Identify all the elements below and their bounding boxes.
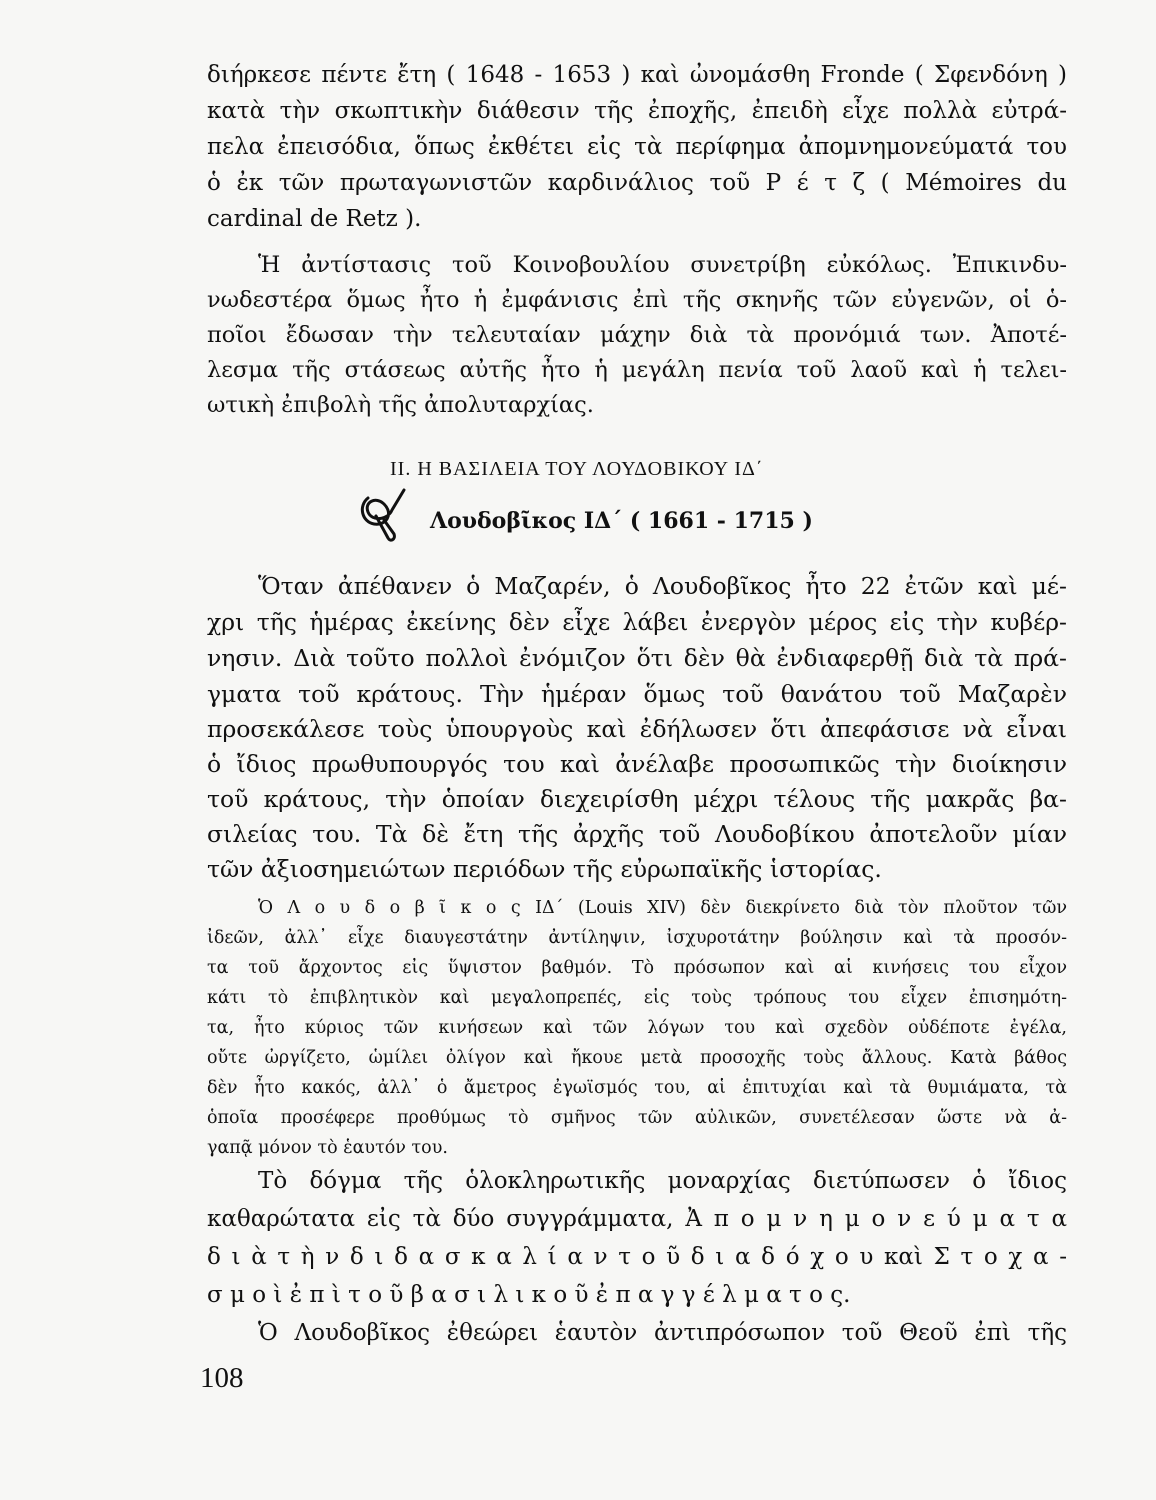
subheading: Λουδοβῖκος ΙΔ΄ ( 1661 - 1715 ) xyxy=(430,508,813,534)
text-line: τοῦ κράτους, τὴν ὁποίαν διεχειρίσθη μέχρι τέλους τῆς μακρᾶς βα- xyxy=(207,785,1067,813)
text-line: ὁποῖα προσέφερε προθύμως τὸ σμῆνος τῶν αὐλικῶν, συνετέλεσαν ὥστε νὰ ἀ- xyxy=(207,1108,1067,1128)
text-line: σ μ ο ὶ ἐ π ὶ τ ο ῦ β α σ ι λ ι κ ο ῦ ἐ π α γ γ έ λ μ α τ ο ς. xyxy=(207,1282,851,1308)
text-line: ἰδεῶν, ἀλλ᾽ εἶχε διαυγεστάτην ἀντίληψιν, ἰσχυροτάτην βούλησιν καὶ τὰ προσόν- xyxy=(207,928,1067,948)
text-line: Ὁ Λουδοβῖκος ἐθεώρει ἑαυτὸν ἀντιπρόσωπον τοῦ Θεοῦ ἐπὶ τῆς xyxy=(258,1320,1067,1346)
text-line: διήρκεσε πέντε ἔτη ( 1648 - 1653 ) καὶ ὠνομάσθη Fronde ( Σφενδόνη ) xyxy=(207,62,1067,88)
text-line: ωτικὴ ἐπιβολὴ τῆς ἀπολυταρχίας. xyxy=(207,392,594,418)
text-line: ποῖοι ἔδωσαν τὴν τελευταίαν μάχην διὰ τὰ προνόμιά των. Ἀποτέ- xyxy=(207,322,1067,348)
text-line: νωδεστέρα ὅμως ἦτο ἡ ἐμφάνισις ἐπὶ τῆς σκηνῆς τῶν εὐγενῶν, οἱ ὁ- xyxy=(207,287,1067,313)
text-line: χρι τῆς ἡμέρας ἐκείνης δὲν εἶχε λάβει ἐνεργὸν μέρος εἰς τὴν κυβέρ- xyxy=(207,608,1067,636)
text-line: ὁ ἴδιος πρωθυπουργός του καὶ ἀνέλαβε προσωπικῶς τὴν διοίκησιν xyxy=(207,750,1067,778)
text-line: Ὅταν ἀπέθανεν ὁ Μαζαρέν, ὁ Λουδοβῖκος ἦτο 22 ἐτῶν καὶ μέ- xyxy=(258,572,1067,600)
text-line: προσεκάλεσε τοὺς ὑπουργοὺς καὶ ἐδήλωσεν ὅτι ἀπεφάσισε νὰ εἶναι xyxy=(207,715,1067,743)
text-line: τῶν ἀξιοσημειώτων περιόδων τῆς εὐρωπαϊκῆς ἱστορίας. xyxy=(207,855,882,883)
page-number: 108 xyxy=(200,1362,244,1394)
text-line: τα τοῦ ἄρχοντος εἰς ὕψιστον βαθμόν. Τὸ πρόσωπον καὶ αἱ κινήσεις του εἶχον xyxy=(207,958,1067,978)
section-heading: ΙΙ. Η ΒΑΣΙΛΕΙΑ ΤΟΥ ΛΟΥΔΟΒΙΚΟΥ ΙΔ΄ xyxy=(390,458,764,480)
text-line: πελα ἐπεισόδια, ὅπως ἐκθέτει εἰς τὰ περίφημα ἀπομνημονεύματά του xyxy=(207,134,1067,160)
text-line: οὔτε ὠργίζετο, ὡμίλει ὀλίγον καὶ ἤκουε μετὰ προσοχῆς τοὺς ἄλλους. Κατὰ βάθος xyxy=(207,1048,1067,1068)
hand-drawn-ornament-icon xyxy=(354,480,414,544)
text-line: κάτι τὸ ἐπιβλητικὸν καὶ μεγαλοπρεπές, εἰς τοὺς τρόπους του εἶχεν ἐπισημότη- xyxy=(207,988,1067,1008)
text-line: Ὁ Λ ο υ δ ο β ῖ κ ο ς ΙΔ΄ (Louis XIV) δὲν διεκρίνετο διὰ τὸν πλοῦτον τῶν xyxy=(258,898,1067,918)
text-line: cardinal de Retz ). xyxy=(207,206,422,232)
text-line: δ ι ὰ τ ὴ ν δ ι δ α σ κ α λ ί α ν τ ο ῦ δ ι α δ ό χ ο υ καὶ Σ τ ο χ α - xyxy=(207,1244,1067,1270)
text-line: γματα τοῦ κράτους. Τὴν ἡμέραν ὅμως τοῦ θανάτου τοῦ Μαζαρὲν xyxy=(207,680,1067,708)
text-line: κατὰ τὴν σκωπτικὴν διάθεσιν τῆς ἐποχῆς, ἐπειδὴ εἶχε πολλὰ εὐτρά- xyxy=(207,98,1067,124)
text-line: Ἡ ἀντίστασις τοῦ Κοινοβουλίου συνετρίβη εὐκόλως. Ἐπικινδυ- xyxy=(258,252,1067,278)
text-line: τα, ἦτο κύριος τῶν κινήσεων καὶ τῶν λόγων του καὶ σχεδὸν οὐδέποτε ἐγέλα, xyxy=(207,1018,1067,1038)
text-line: γαπᾷ μόνον τὸ ἑαυτόν του. xyxy=(207,1138,448,1158)
text-line: Τὸ δόγμα τῆς ὁλοκληρωτικῆς μοναρχίας διετύπωσεν ὁ ἴδιος xyxy=(258,1168,1067,1194)
text-line: ὁ ἐκ τῶν πρωταγωνιστῶν καρδινάλιος τοῦ Ρ έ τ ζ ( Mémoires du xyxy=(207,170,1067,196)
text-line: νησιν. Διὰ τοῦτο πολλοὶ ἐνόμιζον ὅτι δὲν θὰ ἐνδιαφερθῇ διὰ τὰ πρά- xyxy=(207,644,1067,672)
text-line: σιλείας του. Τὰ δὲ ἔτη τῆς ἀρχῆς τοῦ Λουδοβίκου ἀποτελοῦν μίαν xyxy=(207,820,1067,848)
text-line: καθαρώτατα εἰς τὰ δύο συγγράμματα, Ἀ π ο μ ν η μ ο ν ε ύ μ α τ α xyxy=(207,1206,1067,1232)
text-line: δὲν ἦτο κακός, ἀλλ᾽ ὁ ἄμετρος ἐγωϊσμός του, αἱ ἐπιτυχίαι καὶ τὰ θυμιάματα, τὰ xyxy=(207,1078,1067,1098)
text-line: λεσμα τῆς στάσεως αὐτῆς ἦτο ἡ μεγάλη πενία τοῦ λαοῦ καὶ ἡ τελει- xyxy=(207,357,1067,383)
